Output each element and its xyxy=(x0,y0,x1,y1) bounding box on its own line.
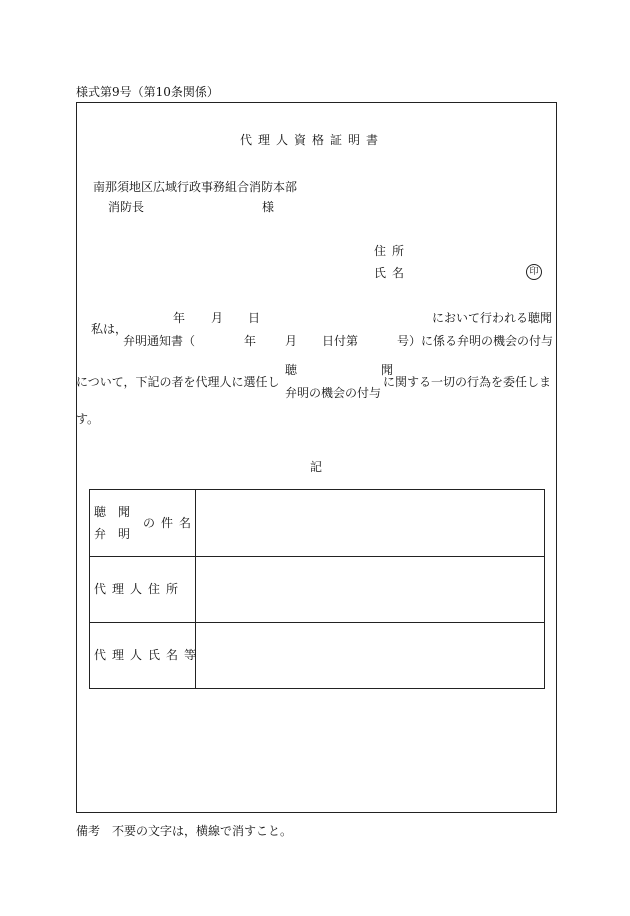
row3-label: 代理人氏名等 xyxy=(94,648,203,662)
ki-heading: 記 xyxy=(310,460,323,474)
table-row-divider xyxy=(90,622,544,623)
body-choice-hearing: 聴 聞 xyxy=(285,363,394,377)
body-year: 年 xyxy=(173,311,186,325)
row2-label: 代理人住所 xyxy=(94,582,185,596)
body-watashi-wa: 私は， xyxy=(91,322,128,336)
addressee-position: 消防長 xyxy=(108,200,145,214)
applicant-name-label: 氏名 xyxy=(374,266,411,280)
body-delegate-text: に関する一切の行為を委任しま xyxy=(383,375,552,389)
form-frame xyxy=(76,102,557,813)
body-notice-month: 月 xyxy=(285,334,298,348)
delegation-table xyxy=(89,489,545,689)
applicant-address-label: 住所 xyxy=(374,244,411,258)
document-title: 代理人資格証明書 xyxy=(240,133,385,147)
body-day: 日 xyxy=(248,311,261,325)
row1-suffix-label: の件名 xyxy=(143,516,198,530)
body-month: 月 xyxy=(211,311,224,325)
body-notice-tail: 号）に係る弁明の機会の付与 xyxy=(397,334,554,348)
row1-hearing-label: 聴 聞 xyxy=(94,505,131,519)
addressee-honorific: 様 xyxy=(262,200,275,214)
body-regarding: について，下記の者を代理人に選任し xyxy=(76,375,280,389)
body-choice-explanation: 弁明の機会の付与 xyxy=(285,386,382,400)
body-notice-text: 弁明通知書（ xyxy=(123,334,196,348)
addressee-organization: 南那須地区広域行政事務組合消防本部 xyxy=(93,180,298,194)
body-held-text: において行われる聴聞 xyxy=(432,311,553,325)
row1-explanation-label: 弁 明 xyxy=(94,527,131,541)
body-end-text: す。 xyxy=(76,412,100,426)
table-row-divider xyxy=(90,556,544,557)
form-number: 様式第9号（第10条関係） xyxy=(76,85,219,99)
body-notice-date-no: 日付第 xyxy=(322,334,359,348)
body-notice-year: 年 xyxy=(244,334,257,348)
seal-mark: 印 xyxy=(526,264,542,280)
remarks-note: 備考 不要の文字は，横線で消すこと。 xyxy=(76,824,293,838)
